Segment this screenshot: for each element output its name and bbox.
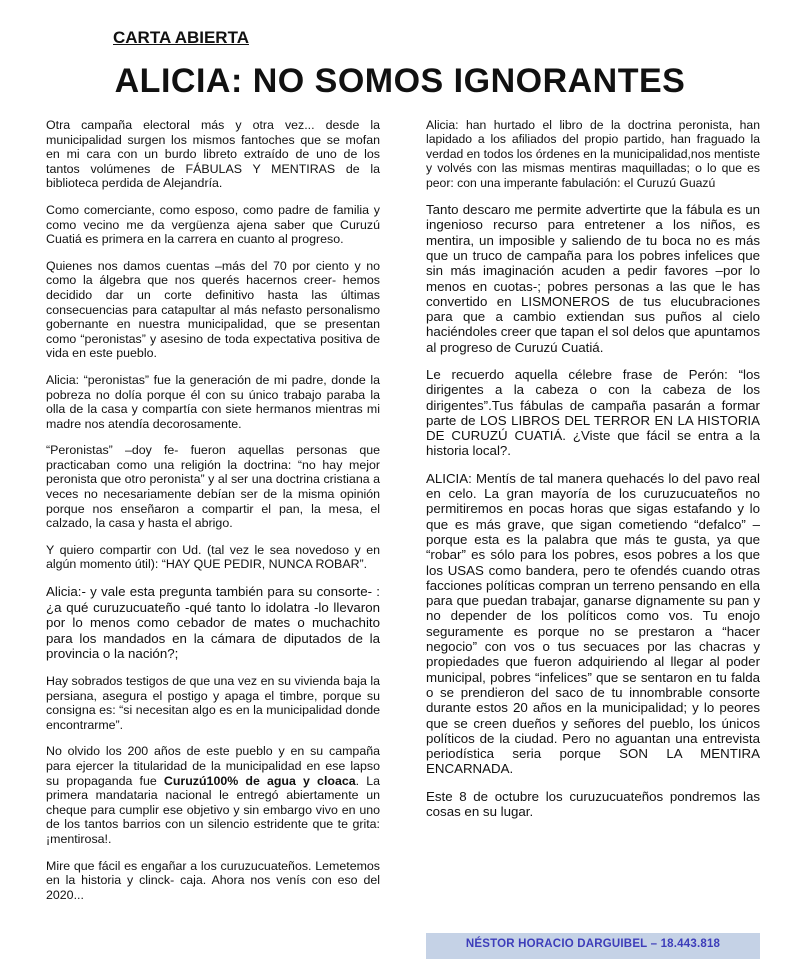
paragraph: Le recuerdo aquella célebre frase de Perón: “los dirigentes a la cabeza o con la cabeza de los dirigentes”.Tus fábulas de campaña pasarán a formar parte de LOS LIBROS DEL TERROR EN LA HISTORIA DE CURUZÚ CUATIÁ. ¿Viste que fácil se entra a la historia local?. — [426, 367, 760, 459]
paragraph-text: . La primera mandataria nacional le entregó abiertamente un cheque para cumplir ese objetivo y sin embargo vivo en uno de los tantos barrios con un silencio estridente que te grita: ¡mentirosa!. — [46, 773, 381, 846]
paragraph: Este 8 de octubre los curuzucuateños pondremos las cosas en su lugar. — [426, 788, 760, 820]
paragraph: Mire que fácil es engañar a los curuzucuateños. Lemetemos en la historia y clinck- caja. Ahora nos venís con eso del 2020... — [46, 858, 380, 902]
paragraph: Hay sobrados testigos de que una vez en su vivienda baja la persiana, asegura el postigo y apaga el timbre, porque su consigna es: “si necesitan algo es en la municipalidad donde encontrarme”. — [46, 674, 380, 732]
signature-box — [426, 933, 760, 959]
paragraph: Tanto descaro me permite advertirte que la fábula es un ingenioso recurso para entretener a los niños, es mentira, un imposible y saliendo de tu boca no es más que un truco de campaña para los pobres infelices que sin más imaginación acuden a pedir favores –por lo menos en cuotas-; pobres personas a las que le has convertido en LISMONEROS de tus elucubraciones para que a cambio extiendan sus puños al cielo haciéndoles creer que tapan el sol delos que apuntamos al progreso de Curuzú Cuatiá. — [426, 202, 760, 355]
paragraph: Alicia: han hurtado el libro de la doctrina peronista, han lapidado a los afiliados del propio partido, han fraguado la verdad en todos los órdenes en la municipalidad,nos mentiste y volvés con las mismas mentiras maquilladas; o lo que es peor: con una imperante fabulación: el Curuzú Guazú — [426, 118, 761, 190]
bold-slogan: Curuzú100% de agua y cloaca — [163, 773, 356, 788]
paragraph: ALICIA: Mentís de tal manera quehacés lo del pavo real en celo. La gran mayoría de los curuzucuateños no permitiremos en pocas horas que sigas estafando y lo que es más grave, que sigan cometiendo “defalco” – porque esta es la palabra que más te gusta, ya que “robar” es sólo para los pobres, esos pobres a los que los USAS como bandera, pero te ofendés cuando otras facciones políticas compran un terreno pensando en ella para que puedan trabajar, ganarse dignamente su pan y no depender de los políticos como vos. Tu enojo seguramente es porque no se prestaron a “hacer negocio” con vos o tus secuaces por las chacras y propiedades que fueron adquiriendo al llegar al poder municipal, pobres “infelices” que se sentaron en tu falda o se prendieron del saco de tu innombrable consorte durante estos 20 años en la municipalidad; y lo peores que se creen dueños y señores del pueblo, los únicos políticos de la ciudad. Pero no aguantan una entrevista periodística seria porque SON LA MENTIRA ENCARNADA. — [426, 470, 760, 777]
paragraph: “Peronistas” –doy fe- fueron aquellas personas que practicaban como una religión la doctrina: “no hay mejor peronista que otro peronista” y al ser una doctrina cristiana a veces no necesariamente debían ser de la misma opinión porque nos enseñaron a compartir el pan, la mesa, el calzado, la casa y hasta el abrigo. — [46, 443, 380, 531]
page-title: ALICIA: NO SOMOS IGNORANTES — [114, 62, 686, 100]
paragraph: Alicia:- y vale esta pregunta también para su consorte- : ¿a qué curuzucuateño -qué tanto lo idolatra -lo llevaron por lo menos como cebador de mates o muchachito para los mandados en la cámara de diputados de la provincia o la nación?; — [46, 584, 380, 662]
paragraph: Como comerciante, como esposo, como padre de familia y como vecino me da vergüenza ajena saber que Curuzú Cuatiá es primera en la carrera en cuanto al progreso. — [46, 202, 380, 247]
paragraph — [46, 744, 380, 846]
paragraph: Quienes nos damos cuentas –más del 70 por ciento y no como la álgebra que nos querés hacernos creer- hemos decidido dar un corte definitivo hasta las últimas consecuencias para catapultar al más nefasto personalismo gobernante en nuestra municipalidad, que se presentan como “peronistas” y asesino de toda expectativa positiva de vida en este pueblo. — [46, 258, 380, 361]
paragraph-text: No olvido los 200 años de este pueblo y en su campaña para ejercer la titularidad de la municipalidad en ese lapso su propaganda fue — [46, 744, 380, 788]
paragraph: Y quiero compartir con Ud. (tal vez le sea novedoso y en algún momento útil): “HAY QUE PEDIR, NUNCA ROBAR”. — [46, 542, 380, 572]
signature-text: NÉSTOR HORACIO DARGUIBEL – 18.443.818 — [465, 938, 721, 950]
section-kicker: CARTA ABIERTA — [113, 28, 249, 47]
right-column — [426, 118, 760, 831]
left-column — [46, 118, 380, 914]
paragraph: Otra campaña electoral más y otra vez... desde la municipalidad surgen los mismos fantoches que se mofan en mi cara con un burdo libreto extraído de uno de los tantos volúmenes de FÁBULAS Y MENTIRAS de la biblioteca perdida de Alejandría. — [46, 118, 380, 191]
paragraph: Alicia: “peronistas” fue la generación de mi padre, donde la pobreza no dolía porque él con su único trabajo paraba la olla de la casa y compartía con siete hermanos mientras mi madre nos atendía decorosamente. — [46, 372, 380, 431]
